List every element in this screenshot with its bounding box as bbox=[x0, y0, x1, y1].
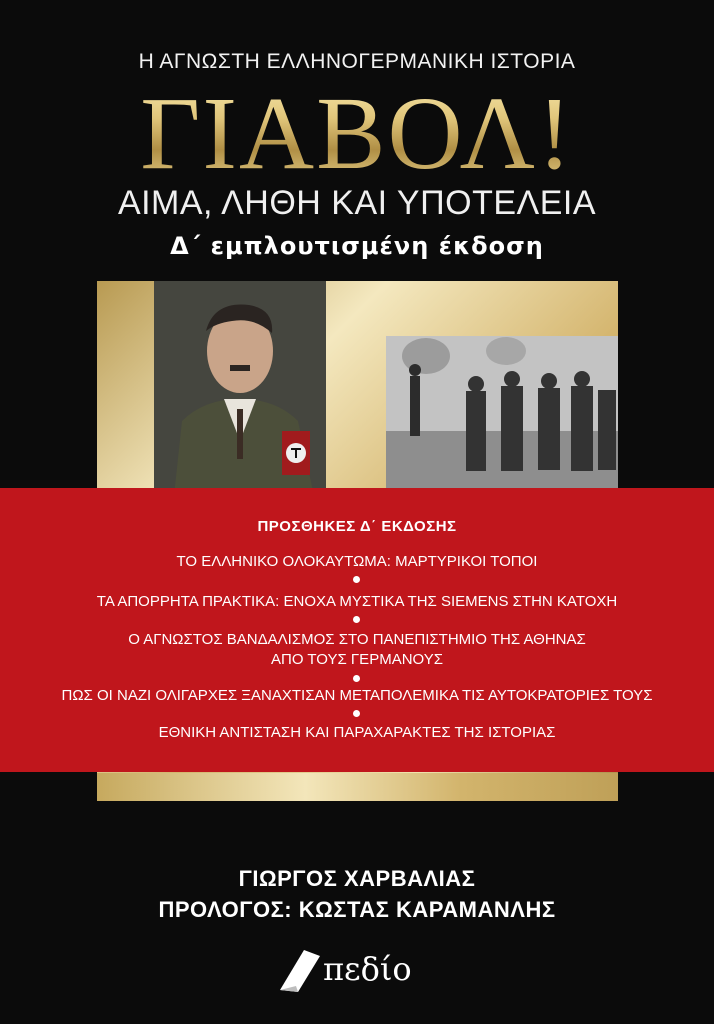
gold-strip bbox=[97, 773, 618, 801]
edition-label: Δ΄ εμπλουτισμένη έκδοση bbox=[170, 232, 544, 260]
additions-heading: ΠΡΟΣΘΗΚΕΣ Δ΄ ΕΚΔΟΣΗΣ bbox=[257, 518, 457, 535]
main-title: ΓΙΑΒΟΛ! bbox=[0, 82, 714, 186]
addition-item: ΕΘΝΙΚΗ ΑΝΤΙΣΤΑΣΗ ΚΑΙ ΠΑΡΑΧΑΡΑΚΤΕΣ ΤΗΣ ΙΣΤΟΡΙΑΣ bbox=[158, 724, 556, 741]
prologue-credit: ΠΡΟΛΟΓΟΣ: ΚΩΣΤΑΣ ΚΑΡΑΜΑΝΛΗΣ bbox=[158, 897, 556, 922]
bullet-dot bbox=[353, 675, 360, 682]
addition-item: ΤΑ ΑΠΟΡΡΗΤΑ ΠΡΑΚΤΙΚΑ: ΕΝΟΧΑ ΜΥΣΤΙΚΑ ΤΗΣ SIEMENS ΣΤΗΝ ΚΑΤΟΧΗ bbox=[96, 593, 618, 610]
subtitle: ΑΙΜΑ, ΛΗΘΗ ΚΑΙ ΥΠΟΤΕΛΕΙΑ bbox=[117, 184, 597, 222]
bullet-dot bbox=[353, 616, 360, 623]
author-name: ΓΙΩΡΓΟΣ ΧΑΡΒΑΛΙΑΣ bbox=[238, 866, 476, 891]
publisher-logo bbox=[278, 946, 448, 996]
addition-item: ΑΠΟ ΤΟΥΣ ΓΕΡΜΑΝΟΥΣ bbox=[271, 651, 443, 668]
addition-item: Ο ΑΓΝΩΣΤΟΣ ΒΑΝΔΑΛΙΣΜΟΣ ΣΤΟ ΠΑΝΕΠΙΣΤΗΜΙΟ ΤΗΣ ΑΘΗΝΑΣ bbox=[128, 631, 586, 648]
bullet-dot bbox=[353, 576, 360, 583]
publisher-name: πεδίο bbox=[323, 950, 412, 988]
addition-item: ΠΩΣ ΟΙ ΝΑΖΙ ΟΛΙΓΑΡΧΕΣ ΞΑΝΑΧΤΙΣΑΝ ΜΕΤΑΠΟΛΕΜΙΚΑ ΤΙΣ ΑΥΤΟΚΡΑΤΟΡΙΕΣ ΤΟΥΣ bbox=[61, 687, 653, 704]
bullet-dot bbox=[353, 710, 360, 717]
execution-photo bbox=[386, 336, 618, 496]
addition-item: ΤΟ ΕΛΛΗΝΙΚΟ ΟΛΟΚΑΥΤΩΜΑ: ΜΑΡΤΥΡΙΚΟΙ ΤΟΠΟΙ bbox=[176, 553, 538, 570]
supertitle: Η ΑΓΝΩΣΤΗ ΕΛΛΗΝΟΓΕΡΜΑΝΙΚΗ ΙΣΤΟΡΙΑ bbox=[138, 50, 576, 73]
portrait-photo bbox=[154, 281, 326, 496]
book-page-icon bbox=[278, 946, 322, 994]
